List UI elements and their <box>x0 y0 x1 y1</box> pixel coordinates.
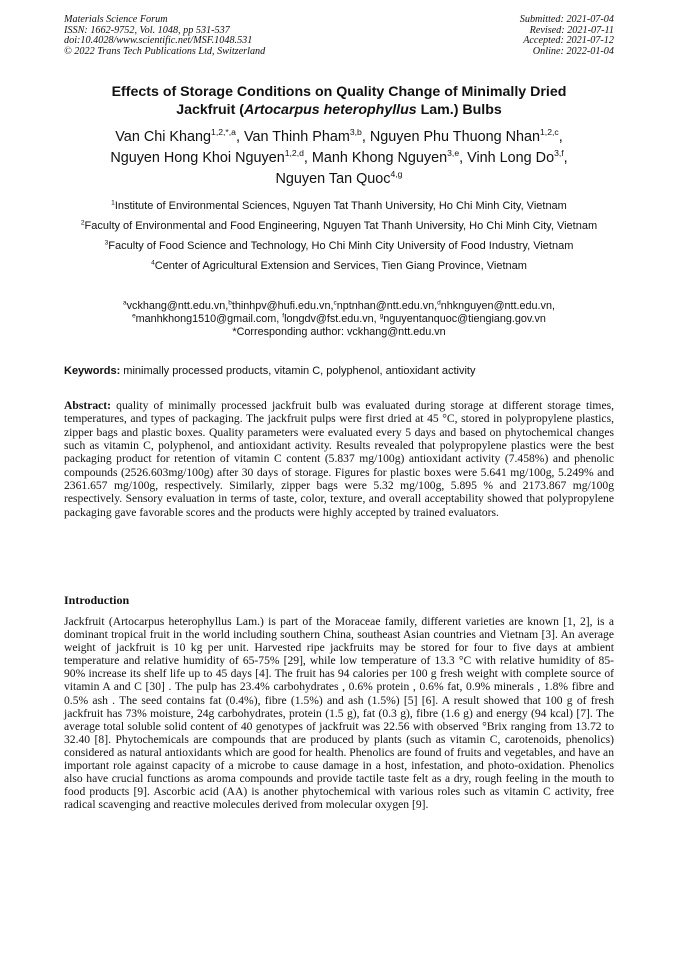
journal-copyright: © 2022 Trans Tech Publications Ltd, Switzerland <box>64 45 266 57</box>
abstract-text: quality of minimally processed jackfruit bulb was evaluated during storage at different storage times, temperatures, and types of packaging. The jackfruit pulps were first dried at 45 °C, stored in polypropylene plastics, zipper bags and plastic boxes. Quality parameters were evaluated every 5 days and based on phytochemical changes such as vitamin C, polyphenol, and antioxidant activity. Results revealed that polypropylene plastics were the best packaging product for retention of vitamin C content (5.837 mg/100g) antioxidant activity (7.458%) and phenolic compounds (2526.603mg/100g) after 30 days of storage. Figures for plastic boxes were 5.641 mg/100g, 5.249% and 2361.657 mg/100g, respectively. Similarly, zipper bags were 5.32 mg/100g, 5.895 % and 2173.867 mg/100g respectively. Sensory evaluation in terms of taste, color, texture, and overall acceptability showed that polypropylene packaging gave favorable scores and the products were highly accepted by trained evaluators. <box>64 399 614 519</box>
abstract <box>64 399 614 519</box>
affiliations <box>64 199 614 279</box>
keywords-label: Keywords: <box>64 365 121 377</box>
abstract-label: Abstract: <box>64 399 112 412</box>
affiliation: $^2$Faculty of Environmental and Food Engineering, Nguyen Tat Thanh University, Ho Chi Minh City, Vietnam <box>80 219 598 232</box>
author: Vinh Long Do$^{3,f}$, <box>467 148 568 166</box>
email[interactable]: $^f$longdv@fst.edu.vn, <box>282 312 380 326</box>
author: Nguyen Phu Thuong Nhan$^{1,2,c}$, <box>369 127 563 145</box>
email[interactable]: $^b$thinhpv@hufi.edu.vn, <box>228 299 334 312</box>
title-species: Artocarpus heterophyllus <box>244 102 417 118</box>
date-submitted: Submitted: 2021-07-04 <box>519 14 614 25</box>
journal-name: Materials Science Forum <box>64 14 168 25</box>
date-accepted: Accepted: 2021-07-12 <box>523 35 614 47</box>
title-line-1: Effects of Storage Conditions on Quality Change of Minimally Dried <box>111 84 567 100</box>
email[interactable]: $^d$nhknguyen@ntt.edu.vn, <box>437 299 555 312</box>
title-line-2-pre: Jackfruit ( <box>176 102 244 118</box>
author: Nguyen Tan Quoc$^{4,g}$ <box>275 169 403 187</box>
corresponding-author: *Corresponding author: vckhang@ntt.edu.vn <box>232 326 446 339</box>
email[interactable]: $^a$vckhang@ntt.edu.vn, <box>123 299 229 312</box>
affiliation: $^4$Center of Agricultural Extension and Services, Tien Giang Province, Vietnam <box>151 259 527 272</box>
email[interactable]: $^c$nptnhan@ntt.edu.vn, <box>333 299 438 312</box>
journal-info <box>64 15 265 57</box>
author: Van Chi Khang$^{1,2,*,a}$, <box>115 127 244 145</box>
author: Nguyen Hong Khoi Nguyen$^{1,2,d}$, <box>110 148 312 166</box>
journal-issn: ISSN: 1662-9752, Vol. 1048, pp 531-537 <box>64 24 230 36</box>
section-heading-introduction: Introduction <box>64 593 130 607</box>
author-list <box>64 127 614 190</box>
submission-dates <box>520 15 614 57</box>
author: Manh Khong Nguyen$^{3,e}$, <box>311 148 468 166</box>
keywords-text: minimally processed products, vitamin C, polyphenol, antioxidant activity <box>120 365 476 377</box>
keywords <box>64 364 614 378</box>
email-list <box>64 300 614 340</box>
author: Van Thinh Pham$^{3,b}$, <box>243 127 370 145</box>
date-revised: Revised: 2021-07-11 <box>529 24 614 36</box>
paper-title <box>64 83 614 119</box>
title-line-2-post: Lam.) Bulbs <box>416 102 502 118</box>
email[interactable]: $^g$nguyentanquoc@tiengiang.gov.vn <box>379 312 546 326</box>
date-online: Online: 2022-01-04 <box>532 45 614 57</box>
journal-doi: doi:10.4028/www.scientific.net/MSF.1048.531 <box>64 35 253 47</box>
affiliation: $^3$Faculty of Food Science and Technology, Ho Chi Minh City University of Food Industry, Vietnam <box>104 239 574 252</box>
affiliation: $^1$Institute of Environmental Sciences, Nguyen Tat Thanh University, Ho Chi Minh City, Vietnam <box>111 199 567 212</box>
email[interactable]: $^e$manhkhong1510@gmail.com, <box>132 312 283 326</box>
introduction-text: Jackfruit (Artocarpus heterophyllus Lam.) is part of the Moraceae family, different varieties are known [1, 2], is a dominant tropical fruit in the world including southern China, southeast Asian countries and Vietnam [3]. An average weight of jackfruit is 10 kg per unit. Harvested ripe jackfruits may be stored for four to five days at ambient temperature and relative humidity of 65-75% [29], while low temperature of 13.3 °C with relative humidity of 85-90% increase its shelf life up to 45 days [4]. The fruit has 94 calories per 100 g fresh weight with complete source of vitamin A and C [30] . The pulp has 23.4% carbohydrates , 0.6% protein , 0.6% fat, 0.9% minerals , 1.8% fibre and 0.5% ash . The seed contains fat (0.4%), fibre (1.5%) and ash (1.5%) [5] [6]. A result showed that 100 g of fresh jackfruit has 73% moisture, 24g carbohydrates, protein (1.5 g), fat (0.3 g), fibre (1.6 g) and energy (94 kcal) [7]. The average total soluble solid content of 40 genotypes of jackfruit was 22.56 with observed °Brix ranging from 13.72 to 32.40 [8]. Phytochemicals are compounds that are produced by plants (such as vitamin C, carotenoids, phenolics) considered as natural antioxidants which are good for health. Phenolics are found of fruits and vegetables, and have an important role against capacity of a microbe to cause damage in a host, infestation, and photo-oxidation. Phenolics also have crucial functions as aroma compounds and provide tactile taste felt as a dry, rough feeling in the mouth to food products [9]. Ascorbic acid (AA) is another phytochemical with various roles such as vitamin C activity, free radical scavenging and reactive molecules derived from molecular oxygen [9]. <box>64 615 614 812</box>
